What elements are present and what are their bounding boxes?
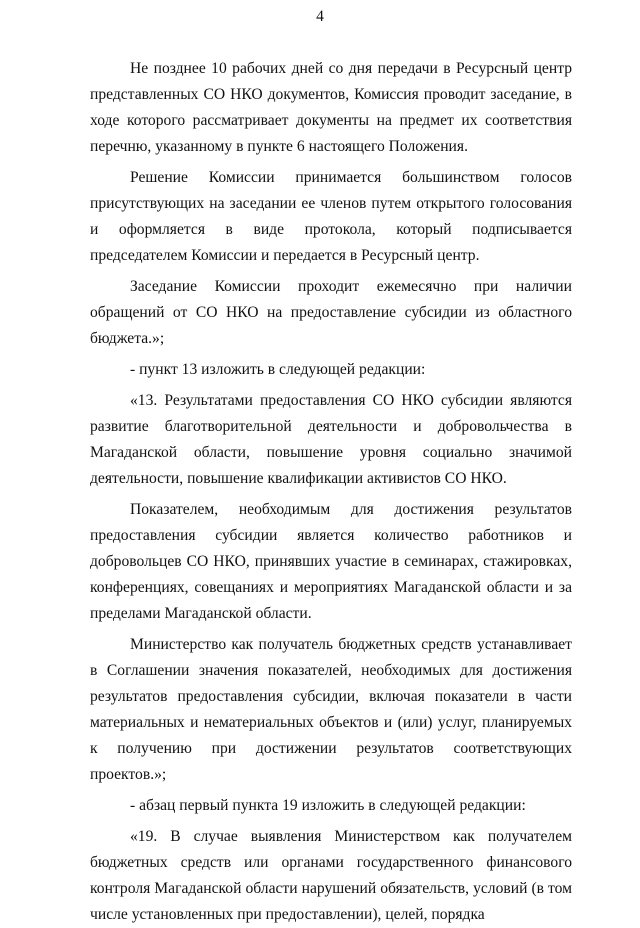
paragraph: «19. В случае выявления Министерством как получателем бюджетных средств или органами государственного финансового контроля Магаданской области нарушений обязательств, условий (в том числе установленных при предоставлении), целей, порядка — [90, 828, 572, 923]
paragraph: - абзац первый пункта 19 изложить в следующей редакции: — [130, 797, 526, 814]
document-body — [90, 56, 572, 928]
paragraph: Министерство как получатель бюджетных средств устанавливает в Соглашении значения показателей, необходимых для достижения результатов предоставления субсидии, включая показатели в части материальных и нематериальных объектов и (или) услуг, планируемых к получению при достижении результатов соответствующих проектов.»; — [90, 636, 572, 783]
paragraph: - пункт 13 изложить в следующей редакции: — [130, 361, 426, 378]
paragraph: «13. Результатами предоставления СО НКО субсидии являются развитие благотворительной деятельности и добровольчества в Магаданской области, повышение уровня социально значимой деятельности, повышение квалификации активистов СО НКО. — [90, 392, 572, 487]
paragraph: Заседание Комиссии проходит ежемесячно при наличии обращений от СО НКО на предоставление субсидии из областного бюджета.»; — [90, 278, 572, 347]
paragraph: Показателем, необходимым для достижения результатов предоставления субсидии является количество работников и добровольцев СО НКО, принявших участие в семинарах, стажировках, конференциях, совещаниях и мероприятиях Магаданской области и за пределами Магаданской области. — [90, 501, 572, 622]
paragraph: Не позднее 10 рабочих дней со дня передачи в Ресурсный центр представленных СО НКО документов, Комиссия проводит заседание, в ходе которого рассматривает документы на предмет их соответствия перечню, указанному в пункте 6 настоящего Положения. — [90, 60, 572, 155]
paragraph: Решение Комиссии принимается большинством голосов присутствующих на заседании ее членов путем открытого голосования и оформляется в виде протокола, который подписывается председателем Комиссии и передается в Ресурсный центр. — [90, 169, 572, 264]
page-number: 4 — [316, 8, 324, 25]
